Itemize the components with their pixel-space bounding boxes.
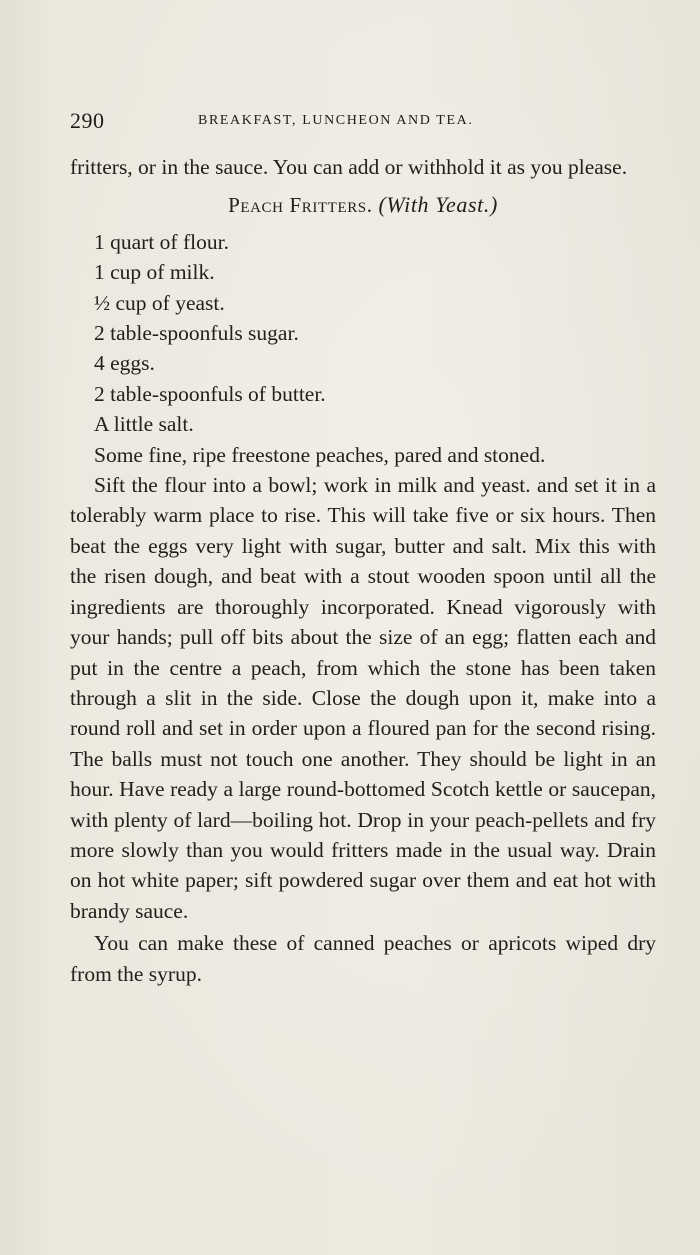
- page-number: 290: [70, 108, 105, 133]
- recipe-title: [70, 190, 656, 220]
- ingredient-item: 1 cup of milk.: [94, 260, 215, 285]
- page-header: [70, 108, 656, 138]
- ingredient-item: 2 table-spoonfuls of butter.: [94, 381, 326, 406]
- note-paragraph: You can make these of canned peaches or apricots wiped dry from the syrup.: [70, 931, 656, 986]
- intro-paragraph: fritters, or in the sauce. You can add or withhold it as you please.: [70, 155, 628, 179]
- method-paragraph: Sift the flour into a bowl; work in milk and yeast. and set it in a tolerably warm place to rise. This will take five or six hours. Then beat the eggs very light with sugar, butter and salt. Mix this with the risen dough, and beat with a stout wooden spoon until all the ingredients are thoroughly incorporated. Knead vigorously with your hands; pull off bits about the size of an egg; flatten each and put in the centre a peach, from which the stone has been taken through a slit in the side. Close the dough upon it, make into a round roll and set in order upon a floured pan for the second rising. The balls must not touch one another. They should be light in an hour. Have ready a large round-bottomed Scotch kettle or saucepan, with plenty of lard—boiling hot. Drop in your peach-pellets and fry more slowly than you would fritters made in the usual way. Drain on hot white paper; sift powdered sugar over them and eat hot with brandy sauce.: [70, 473, 656, 923]
- ingredient-item: 1 quart of flour.: [94, 229, 229, 254]
- ingredient-item: 2 table-spoonfuls sugar.: [94, 321, 299, 346]
- recipe-title-text: Peach Fritters.: [228, 193, 373, 218]
- ingredient-list: [70, 227, 656, 470]
- ingredient-item: Some fine, ripe freestone peaches, pared and stoned.: [94, 442, 546, 467]
- running-head: BREAKFAST, LUNCHEON AND TEA.: [198, 113, 474, 128]
- recipe-title-note: (With Yeast.): [378, 192, 498, 218]
- ingredient-item: 4 eggs.: [94, 351, 155, 376]
- page-body: [70, 152, 656, 989]
- ingredient-item: A little salt.: [94, 412, 194, 437]
- ingredient-item: ½ cup of yeast.: [94, 290, 225, 315]
